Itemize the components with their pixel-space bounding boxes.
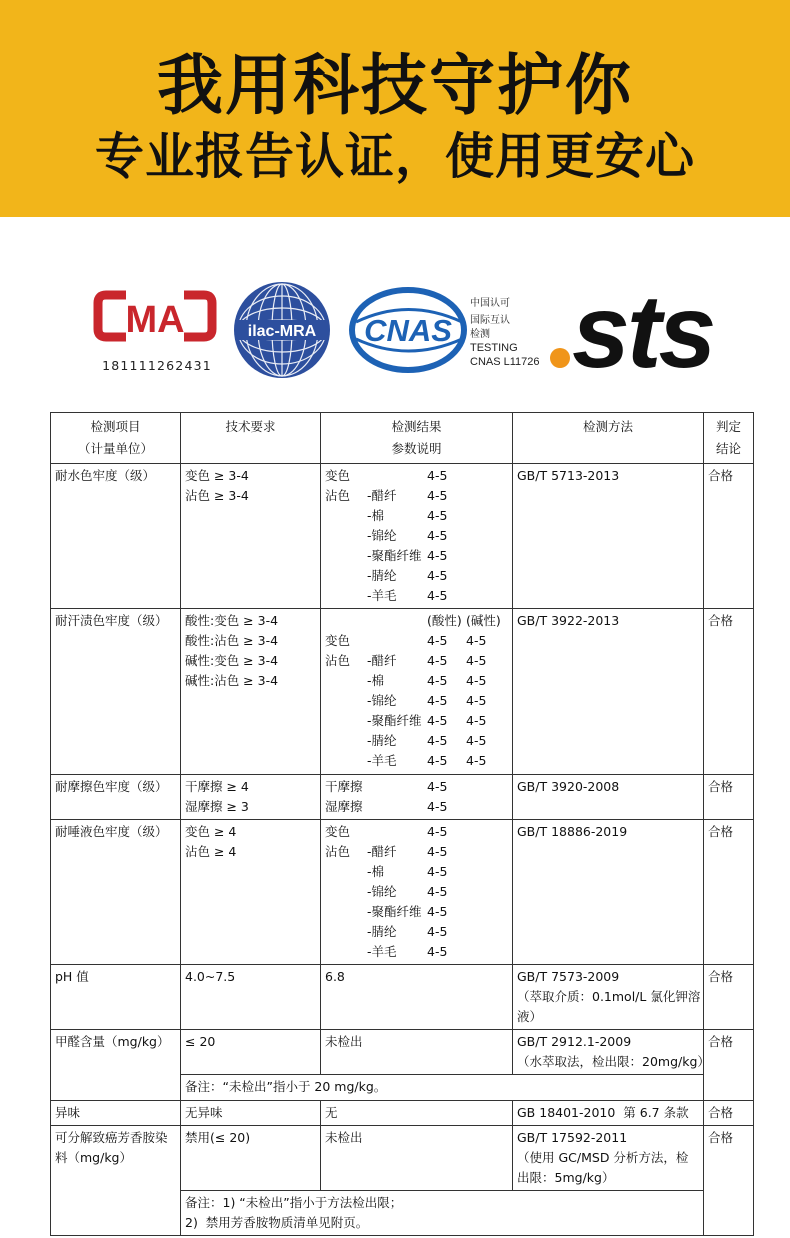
row-method: GB/T 3922-2013 <box>513 609 704 775</box>
result-cell: 4-5 <box>427 753 448 768</box>
row-requirement: 干摩擦 ≥ 4 湿摩擦 ≥ 3 <box>181 775 321 820</box>
result-cell <box>325 671 367 691</box>
result-cell: -羊毛 <box>367 944 397 959</box>
result-cell <box>466 797 506 817</box>
result-cell: 变色 <box>325 633 351 648</box>
result-cell: 4-5 <box>427 693 448 708</box>
result-cell: -醋纤 <box>367 844 397 859</box>
sts-text: sts <box>572 274 714 390</box>
result-cell <box>466 586 506 606</box>
row-result <box>321 820 513 965</box>
result-cell: -羊毛 <box>367 588 397 603</box>
result-cell <box>325 942 367 962</box>
result-cell <box>466 842 506 862</box>
result-cell <box>325 611 367 631</box>
result-grid <box>325 466 508 606</box>
result-cell <box>325 922 367 942</box>
result-cell: -腈纶 <box>367 568 397 583</box>
result-cell: 4-5 <box>427 864 448 879</box>
result-cell: 4-5 <box>427 673 448 688</box>
result-cell: 沾色 <box>325 653 351 668</box>
certification-logos <box>0 217 790 407</box>
cnas-desc-1: 中国认可 <box>470 298 510 309</box>
row-verdict: 合格 <box>704 464 754 609</box>
result-cell: -羊毛 <box>367 753 397 768</box>
result-cell <box>367 822 427 842</box>
row-verdict: 合格 <box>704 1126 754 1236</box>
result-cell <box>367 797 427 817</box>
cnas-desc-2: 国际互认 <box>470 315 510 326</box>
result-cell <box>325 566 367 586</box>
result-cell <box>325 751 367 771</box>
result-cell: 4-5 <box>427 904 448 919</box>
table-row <box>51 775 754 820</box>
result-cell <box>466 506 506 526</box>
result-cell: 4-5 <box>466 753 487 768</box>
result-cell <box>466 862 506 882</box>
row-verdict: 合格 <box>704 965 754 1030</box>
result-cell <box>367 611 427 631</box>
row-requirement: 禁用(≤ 20) <box>181 1126 321 1191</box>
row-item: 耐水色牢度（级） <box>51 464 181 609</box>
result-cell: -锦纶 <box>367 693 397 708</box>
result-cell <box>325 711 367 731</box>
table-row <box>51 1101 754 1126</box>
row-result: 未检出 <box>321 1030 513 1075</box>
result-cell <box>466 486 506 506</box>
result-cell: 变色 <box>325 468 351 483</box>
result-cell: (碱性) <box>466 613 501 628</box>
result-cell: 4-5 <box>427 508 448 523</box>
result-cell: 4-5 <box>427 713 448 728</box>
result-cell: 干摩擦 <box>325 779 363 794</box>
result-grid <box>325 611 508 771</box>
table-row <box>51 1126 754 1191</box>
result-grid <box>325 777 508 817</box>
result-cell <box>466 566 506 586</box>
ilac-text: ilac-MRA <box>247 323 317 340</box>
row-verdict: 合格 <box>704 1030 754 1101</box>
row-result: 6.8 <box>321 965 513 1030</box>
result-cell <box>325 902 367 922</box>
result-cell <box>466 777 506 797</box>
result-cell <box>367 777 427 797</box>
test-report-table <box>50 412 754 1236</box>
result-cell: -醋纤 <box>367 488 397 503</box>
row-method: GB/T 5713-2013 <box>513 464 704 609</box>
row-requirement: 变色 ≥ 3-4 沾色 ≥ 3-4 <box>181 464 321 609</box>
result-cell: 4-5 <box>427 568 448 583</box>
row-method: GB/T 2912.1-2009 （水萃取法，检出限：20mg/kg） <box>513 1030 704 1075</box>
row-requirement: 变色 ≥ 4 沾色 ≥ 4 <box>181 820 321 965</box>
ilac-mra-logo <box>234 282 330 378</box>
result-cell: -腈纶 <box>367 924 397 939</box>
row-note: 备注：“未检出”指小于 20 mg/kg。 <box>181 1075 704 1101</box>
cma-code: 181111262431 <box>102 358 212 373</box>
result-cell: 4-5 <box>466 673 487 688</box>
row-method: GB 18401-2010 第 6.7 条款 <box>513 1101 704 1126</box>
result-cell <box>325 862 367 882</box>
row-requirement: 酸性:变色 ≥ 3-4 酸性:沾色 ≥ 3-4 碱性:变色 ≥ 3-4 碱性:沾色 ≥ 3-4 <box>181 609 321 775</box>
result-cell: 变色 <box>325 824 351 839</box>
table-row <box>51 820 754 965</box>
row-requirement: ≤ 20 <box>181 1030 321 1075</box>
row-requirement: 4.0~7.5 <box>181 965 321 1030</box>
result-cell: 沾色 <box>325 488 351 503</box>
logos-svg <box>0 217 790 407</box>
result-cell: 4-5 <box>466 693 487 708</box>
header-method: 检测方法 <box>513 413 704 464</box>
result-cell: 4-5 <box>427 733 448 748</box>
result-cell: 沾色 <box>325 844 351 859</box>
result-cell: -腈纶 <box>367 733 397 748</box>
cnas-logo <box>352 290 540 370</box>
result-cell: 4-5 <box>427 653 448 668</box>
result-cell: 湿摩擦 <box>325 799 363 814</box>
result-cell: 4-5 <box>427 468 448 483</box>
row-item: 耐唾液色牢度（级） <box>51 820 181 965</box>
row-requirement: 无异味 <box>181 1101 321 1126</box>
result-cell: 4-5 <box>427 588 448 603</box>
result-cell: 4-5 <box>427 924 448 939</box>
result-cell: 4-5 <box>466 633 487 648</box>
cnas-text: CNAS <box>364 313 452 348</box>
result-cell: 4-5 <box>427 488 448 503</box>
result-cell <box>325 731 367 751</box>
row-item: 可分解致癌芳香胺染 料（mg/kg） <box>51 1126 181 1236</box>
banner-subtitle: 专业报告认证，使用更安心 <box>94 128 695 185</box>
table-header-row <box>51 413 754 464</box>
cnas-desc-5: CNAS L11726 <box>470 356 540 368</box>
result-cell <box>325 526 367 546</box>
result-cell <box>325 546 367 566</box>
header-requirement: 技术要求 <box>181 413 321 464</box>
table-row <box>51 609 754 775</box>
result-cell: -醋纤 <box>367 653 397 668</box>
result-cell <box>466 922 506 942</box>
result-cell <box>466 942 506 962</box>
row-note: 备注：1) “未检出”指小于方法检出限； 2) 禁用芳香胺物质清单见附页。 <box>181 1191 704 1236</box>
header-result: 检测结果 参数说明 <box>321 413 513 464</box>
table-row <box>51 965 754 1030</box>
result-cell <box>466 526 506 546</box>
result-cell: -锦纶 <box>367 528 397 543</box>
header-verdict: 判定 结论 <box>704 413 754 464</box>
cnas-desc-4: TESTING <box>470 342 518 354</box>
row-method: GB/T 7573-2009 （萃取介质：0.1mol/L 氯化钾溶 液） <box>513 965 704 1030</box>
result-cell <box>325 586 367 606</box>
row-method: GB/T 17592-2011 （使用 GC/MSD 分析方法，检 出限：5mg/kg） <box>513 1126 704 1191</box>
row-method: GB/T 3920-2008 <box>513 775 704 820</box>
result-cell: -棉 <box>367 508 385 523</box>
row-result <box>321 464 513 609</box>
result-cell <box>466 902 506 922</box>
result-cell: -锦纶 <box>367 884 397 899</box>
result-cell <box>466 546 506 566</box>
result-cell: 4-5 <box>427 944 448 959</box>
row-item: 甲醛含量（mg/kg） <box>51 1030 181 1101</box>
row-verdict: 合格 <box>704 775 754 820</box>
result-cell: -棉 <box>367 673 385 688</box>
row-result <box>321 609 513 775</box>
result-cell: 4-5 <box>427 824 448 839</box>
result-cell: 4-5 <box>427 779 448 794</box>
result-cell <box>466 882 506 902</box>
result-cell: -聚酯纤维 <box>367 713 422 728</box>
cma-logo <box>98 295 212 373</box>
row-verdict: 合格 <box>704 609 754 775</box>
table-row <box>51 1030 754 1075</box>
result-cell <box>325 691 367 711</box>
row-item: 耐摩擦色牢度（级） <box>51 775 181 820</box>
header-banner <box>0 0 790 217</box>
header-item: 检测项目 （计量单位） <box>51 413 181 464</box>
row-method: GB/T 18886-2019 <box>513 820 704 965</box>
result-cell <box>367 466 427 486</box>
result-cell: 4-5 <box>427 799 448 814</box>
result-cell <box>367 631 427 651</box>
svg-text:MA: MA <box>125 299 185 341</box>
result-cell: (酸性) <box>427 613 462 628</box>
banner-title: 我用科技守护你 <box>157 47 633 124</box>
result-grid <box>325 822 508 962</box>
result-cell <box>325 882 367 902</box>
result-cell: 4-5 <box>466 713 487 728</box>
result-cell: 4-5 <box>427 884 448 899</box>
row-result: 无 <box>321 1101 513 1126</box>
row-result <box>321 775 513 820</box>
result-cell: -棉 <box>367 864 385 879</box>
row-item: pH 值 <box>51 965 181 1030</box>
row-verdict: 合格 <box>704 1101 754 1126</box>
result-cell: 4-5 <box>466 653 487 668</box>
row-result: 未检出 <box>321 1126 513 1191</box>
cnas-desc-3: 检测 <box>470 329 490 340</box>
result-cell <box>466 822 506 842</box>
result-cell <box>325 506 367 526</box>
row-verdict: 合格 <box>704 820 754 965</box>
result-cell <box>466 466 506 486</box>
result-cell: 4-5 <box>427 633 448 648</box>
result-cell: 4-5 <box>427 548 448 563</box>
row-item: 耐汗渍色牢度（级） <box>51 609 181 775</box>
result-cell: 4-5 <box>466 733 487 748</box>
row-item: 异味 <box>51 1101 181 1126</box>
result-cell: -聚酯纤维 <box>367 548 422 563</box>
result-cell: 4-5 <box>427 528 448 543</box>
table-row <box>51 464 754 609</box>
sts-logo <box>550 274 713 390</box>
result-cell: -聚酯纤维 <box>367 904 422 919</box>
result-cell: 4-5 <box>427 844 448 859</box>
